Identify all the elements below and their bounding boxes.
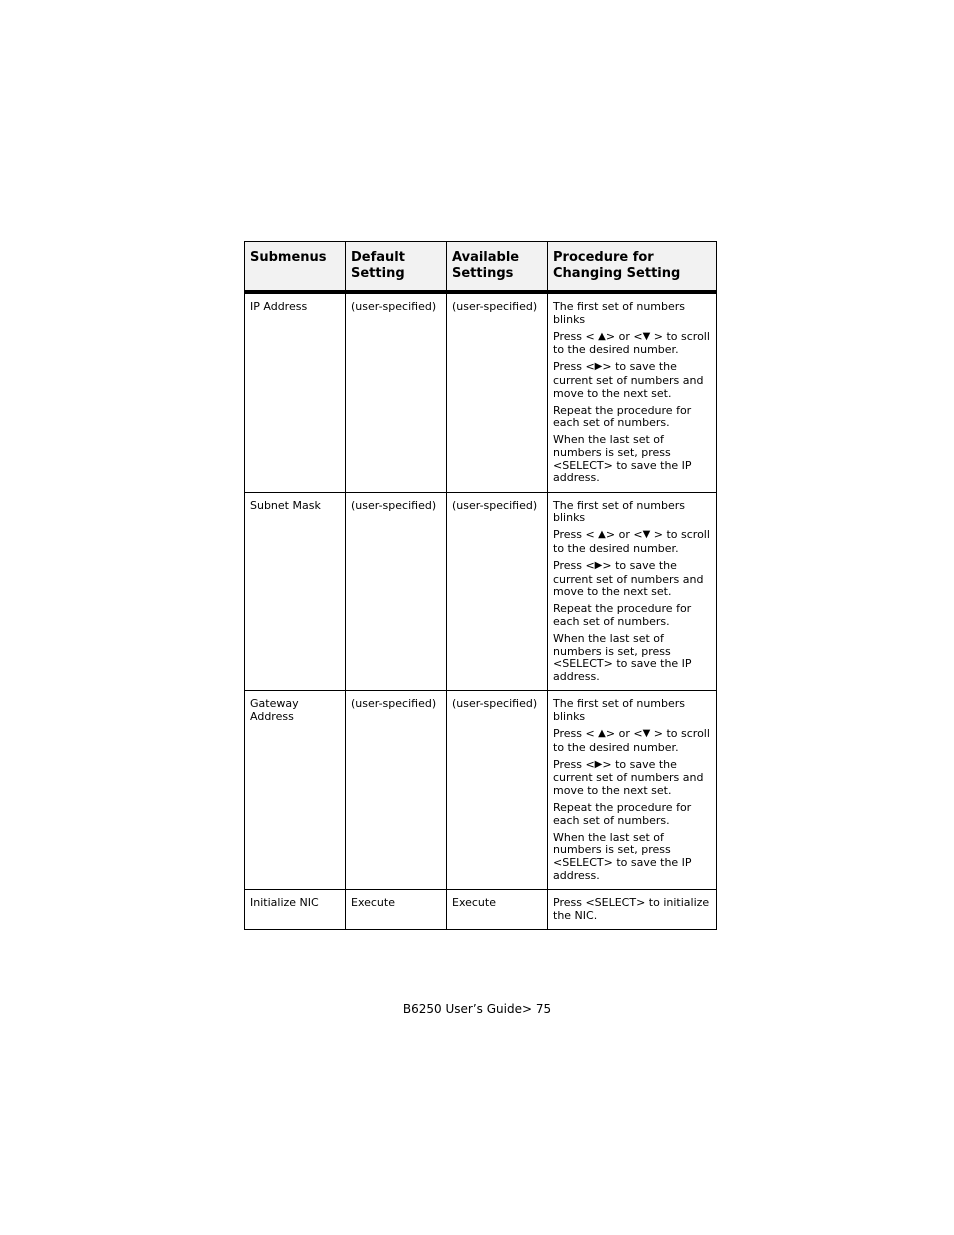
procedure-cell xyxy=(548,691,717,890)
procedure-text: > to save the current set of numbers and move to the next set. xyxy=(553,559,704,599)
table-row xyxy=(245,292,717,492)
column-header-available-settings xyxy=(447,242,548,293)
column-header-default-setting xyxy=(346,242,447,293)
procedure-text: > or < xyxy=(605,528,643,542)
submenu-cell-text: IP Address xyxy=(250,300,308,313)
procedure-text: > to scroll to the desired number. xyxy=(553,329,710,357)
table-header-row xyxy=(245,242,717,293)
down-arrow-icon: ▼ xyxy=(642,728,651,740)
procedure-step xyxy=(553,759,711,798)
up-arrow-icon: ▲ xyxy=(598,330,606,342)
submenu-cell xyxy=(245,691,346,890)
default-setting-cell xyxy=(346,292,447,492)
available-settings-cell-text: (user-specified) xyxy=(452,697,538,711)
procedure-step: The first set of numbers blinks xyxy=(553,300,686,326)
table-row xyxy=(245,492,717,691)
procedure-cell xyxy=(548,492,717,691)
default-setting-cell-text: Execute xyxy=(351,896,395,910)
procedure-text: > to save the current set of numbers and move to the next set. xyxy=(553,360,704,400)
up-arrow-icon: ▲ xyxy=(598,728,606,740)
procedure-step xyxy=(553,529,711,555)
procedure-text: > to save the current set of numbers and move to the next set. xyxy=(553,757,704,797)
procedure-step: When the last set of numbers is set, press <SELECT> to save the IP address. xyxy=(553,433,692,485)
down-arrow-icon: ▼ xyxy=(642,330,651,342)
right-arrow-icon: ▶ xyxy=(594,560,603,572)
procedure-step: Repeat the procedure for each set of numbers. xyxy=(553,403,692,430)
submenu-cell-text: Subnet Mask xyxy=(250,498,321,512)
procedure-step: Repeat the procedure for each set of numbers. xyxy=(553,801,692,827)
procedure-text: > to scroll to the desired number. xyxy=(553,727,710,754)
available-settings-cell xyxy=(447,691,548,890)
procedure-text: Press < xyxy=(553,528,599,542)
submenu-cell-text: Gateway Address xyxy=(250,697,299,724)
procedure-text: Press < xyxy=(553,727,599,741)
default-setting-cell xyxy=(346,691,447,890)
table-row xyxy=(245,890,717,930)
procedure-text: > to scroll to the desired number. xyxy=(553,528,710,555)
available-settings-cell xyxy=(447,890,548,930)
procedure-step xyxy=(553,560,711,599)
up-arrow-icon: ▲ xyxy=(598,529,606,541)
procedure-text: > or < xyxy=(605,329,643,343)
procedure-text: Press < xyxy=(553,559,595,573)
column-header-submenus xyxy=(245,242,346,293)
default-setting-cell xyxy=(346,492,447,691)
available-settings-cell-text: (user-specified) xyxy=(452,498,538,512)
default-setting-cell-text: (user-specified) xyxy=(351,300,437,313)
submenu-cell-text: Initialize NIC xyxy=(250,896,319,910)
procedure-step: The first set of numbers blinks xyxy=(553,498,686,525)
procedure-cell xyxy=(548,890,717,930)
procedure-step xyxy=(553,361,711,400)
procedure-step: When the last set of numbers is set, press <SELECT> to save the IP address. xyxy=(553,830,692,882)
available-settings-cell-text: (user-specified) xyxy=(452,300,538,313)
settings-table xyxy=(244,241,717,930)
procedure-text: Press < xyxy=(553,360,595,374)
down-arrow-icon: ▼ xyxy=(642,529,651,541)
available-settings-cell xyxy=(447,492,548,691)
procedure-cell xyxy=(548,292,717,492)
page-footer: B6250 User’s Guide> 75 xyxy=(402,1002,552,1016)
procedure-step xyxy=(553,728,711,754)
header-text: Submenus xyxy=(250,250,327,265)
procedure-step: The first set of numbers blinks xyxy=(553,697,686,724)
header-text: Available Settings xyxy=(452,250,520,281)
table-row xyxy=(245,691,717,890)
submenu-cell xyxy=(245,292,346,492)
submenu-cell xyxy=(245,890,346,930)
header-text: Procedure for Changing Setting xyxy=(553,250,681,281)
header-text: Default Setting xyxy=(351,250,405,281)
default-setting-cell-text: (user-specified) xyxy=(351,697,437,711)
right-arrow-icon: ▶ xyxy=(594,758,603,770)
procedure-step xyxy=(553,331,711,357)
procedure-step: Repeat the procedure for each set of numbers. xyxy=(553,602,692,628)
default-setting-cell xyxy=(346,890,447,930)
procedure-text: > or < xyxy=(605,727,643,741)
table-body xyxy=(245,292,717,930)
procedure-text: Press < xyxy=(553,757,595,771)
right-arrow-icon: ▶ xyxy=(594,361,603,373)
procedure-step: When the last set of numbers is set, press <SELECT> to save the IP address. xyxy=(553,632,692,683)
available-settings-cell-text: Execute xyxy=(452,896,496,910)
submenu-cell xyxy=(245,492,346,691)
column-header-procedure xyxy=(548,242,717,293)
procedure-text: Press < xyxy=(553,329,599,343)
procedure-step: Press <SELECT> to initialize the NIC. xyxy=(553,896,710,922)
default-setting-cell-text: (user-specified) xyxy=(351,498,437,512)
available-settings-cell xyxy=(447,292,548,492)
